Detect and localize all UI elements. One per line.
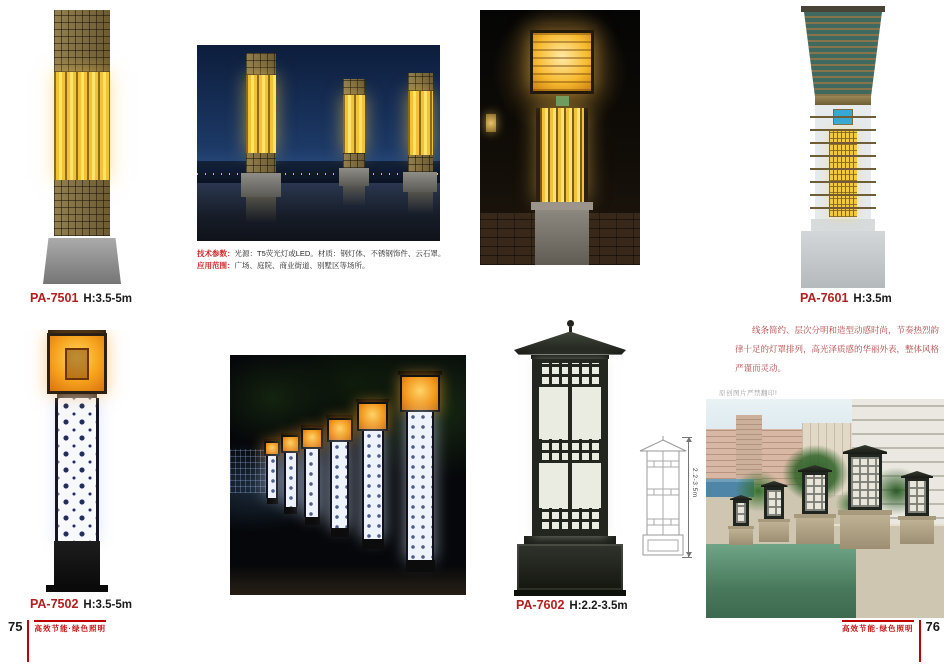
patterned-glowing-shaft — [55, 398, 99, 541]
lattice-lantern-body — [532, 359, 608, 536]
plaza-lamp — [403, 73, 437, 214]
lamp-base — [43, 238, 121, 284]
plinth-base — [517, 544, 623, 590]
scene-photo-lamp-night — [480, 10, 640, 265]
tech-label: 技术参数： — [197, 249, 235, 258]
stone-pedestal — [535, 210, 589, 265]
spec-line-scope — [197, 260, 465, 272]
line-drawing-pa7602 — [638, 436, 688, 560]
product-height: H:3.5-5m — [83, 293, 132, 305]
product-code: PA-7501 — [30, 291, 79, 305]
product-code: PA-7601 — [800, 291, 849, 305]
lamp-body — [815, 105, 871, 219]
scene-photo-plaza-night — [197, 45, 440, 241]
lamp-column — [54, 10, 110, 236]
tech-text: 光源：T5荧光灯或LED。材质：钢灯体、不锈钢饰件、云石罩。 — [234, 249, 446, 258]
product-label-pa7602 — [516, 598, 628, 612]
amber-lantern-head — [47, 333, 107, 394]
plaza-lamp — [339, 79, 369, 206]
pond-lantern — [794, 465, 836, 544]
product-photo-pa7601 — [788, 6, 898, 288]
spec-line-tech — [197, 248, 465, 260]
walkway-lamp — [326, 415, 353, 537]
walkway-lamp — [356, 399, 389, 549]
product-height: H:3.5m — [853, 293, 892, 305]
pond-lantern — [838, 445, 892, 549]
product-code: PA-7502 — [30, 597, 79, 611]
product-label-pa7601 — [800, 291, 892, 305]
dimension-label: 2.2-3.5m — [691, 468, 698, 498]
walkway-lamp — [281, 433, 300, 514]
footer-slogan-left: 高效节能·绿色照明 — [34, 620, 106, 633]
lamp-head-glowing — [530, 30, 594, 94]
technical-specs — [197, 248, 465, 272]
product-photo-pa7501 — [22, 4, 142, 288]
walkway-lamp — [398, 371, 442, 572]
product-photo-pa7502 — [24, 330, 129, 592]
product-height: H:3.5-5m — [83, 599, 132, 611]
night-lamp — [526, 24, 598, 265]
granite-base — [801, 231, 885, 288]
scene-photo-walkway-night — [230, 355, 466, 595]
product-label-pa7502 — [30, 597, 132, 611]
page-number-left: 75 — [8, 619, 23, 634]
footer-divider — [919, 620, 921, 662]
footer-left — [8, 620, 106, 662]
walkway-lamp — [301, 425, 323, 525]
dimension-line — [688, 437, 689, 557]
lamp-outline-drawing — [638, 436, 688, 560]
pond-lantern — [898, 471, 936, 544]
lantern-emblem — [65, 348, 89, 380]
pond-water — [706, 544, 856, 618]
pitched-roof — [514, 332, 626, 355]
footer-slogan-right: 高效节能·绿色照明 — [842, 620, 914, 633]
product-photo-pa7602 — [505, 320, 635, 596]
roof-finial — [567, 320, 574, 327]
lamp-base — [54, 541, 100, 585]
pond-lantern — [758, 481, 790, 542]
louvered-crown — [804, 12, 882, 97]
footer-divider — [27, 620, 29, 662]
lamp-body-glowing — [536, 108, 588, 202]
watermark-caption: 原创图片严禁翻印! — [719, 390, 778, 397]
page-number-right: 76 — [925, 619, 940, 634]
scope-text: 广场、庭院、商业街道、别墅区等场所。 — [234, 261, 370, 270]
scene-photo-pond-day — [706, 399, 944, 618]
product-description: 线条简约、层次分明和造型动感时尚，节奏热烈韵律十足的灯罩排列，高光泽质感的华丽外表，整体风格严谨而灵动。 — [735, 325, 940, 373]
product-code: PA-7602 — [516, 598, 565, 612]
wall-light — [486, 114, 496, 132]
plaza-lamp — [241, 53, 281, 223]
pond-lantern — [728, 495, 754, 545]
scope-label: 应用范围： — [197, 261, 235, 270]
footer-right — [842, 620, 940, 662]
walkway-lamp — [264, 439, 280, 504]
product-label-pa7501 — [30, 291, 132, 305]
product-height: H:2.2-3.5m — [569, 600, 628, 612]
